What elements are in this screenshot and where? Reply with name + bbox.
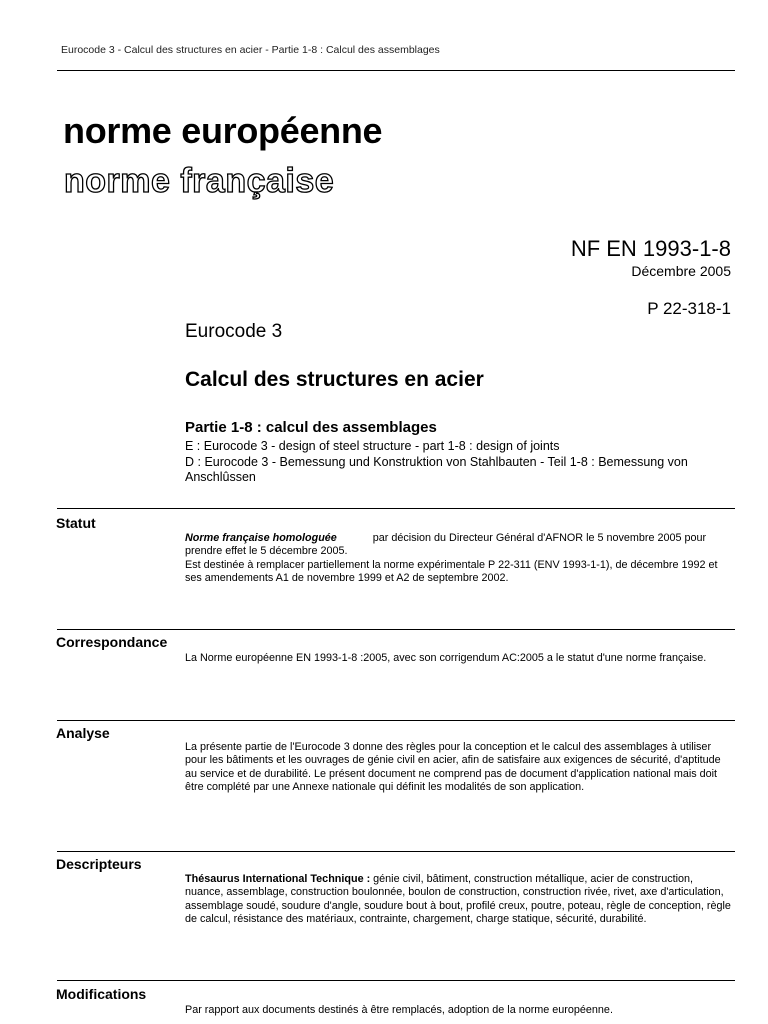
section-divider [57, 508, 735, 509]
title-norme-europeenne: norme européenne [63, 110, 383, 151]
homologation-label: Norme française homologuée [185, 532, 337, 544]
section-label-descripteurs: Descripteurs [56, 856, 142, 872]
header-rule [57, 70, 735, 71]
main-title: Calcul des structures en acier [185, 368, 484, 391]
descriptor-keywords: génie civil, bâtiment, construction métallique, acier de construction, nuance, assemblage, construction boulonnée, boulon de construction, construction rivée, rivet, axe d'articulation, assemblage soudé, soudure d'angle, soudure bout à bout, profilé creux, poutre, poteau, règle de conception, règle de calcul, résistance des matériaux, contrainte, chargement, charge statique, sécurité, durabilité. [185, 873, 731, 926]
publication-date: Décembre 2005 [631, 263, 731, 279]
translation-english: E : Eurocode 3 - design of steel structure - part 1-8 : design of joints [185, 439, 560, 453]
part-title: Partie 1-8 : calcul des assemblages [185, 419, 437, 436]
homologation-decision: par décision du Directeur Général d'AFNOR le 5 novembre 2005 pour prendre effet le 5 décembre 2005. [185, 532, 707, 558]
section-body-statut [185, 532, 733, 586]
title-norme-francaise: norme française [64, 162, 335, 200]
section-body-analyse: La présente partie de l'Eurocode 3 donne des règles pour la conception et le calcul des assemblages à utiliser pour les bâtiments et les ouvrages de génie civil en acier, afin de satisfaire aux exigences de sécurité, d'aptitude au service et de durabilité. Le présent document ne comprend pas de document d'application national mais doit être complété par une Annexe nationale qui définit les modalités de son application. [185, 741, 721, 794]
translation-german: D : Eurocode 3 - Bemessung und Konstruktion von Stahlbauten - Teil 1-8 : Bemessung von Anschlûssen [185, 455, 688, 484]
running-header: Eurocode 3 - Calcul des structures en acier - Partie 1-8 : Calcul des assemblages [61, 44, 440, 56]
section-body-correspondance: La Norme européenne EN 1993-1-8 :2005, avec son corrigendum AC:2005 a le statut d'une norme française. [185, 652, 707, 664]
section-label-analyse: Analyse [56, 725, 110, 741]
standard-reference: NF EN 1993-1-8 [570, 236, 731, 261]
section-label-statut: Statut [56, 515, 96, 531]
series-title: Eurocode 3 [185, 321, 283, 342]
section-label-correspondance: Correspondance [56, 634, 168, 650]
section-body-descripteurs [185, 873, 733, 927]
section-divider [57, 980, 735, 981]
section-divider [57, 629, 735, 630]
thesaurus-label: Thésaurus International Technique : [185, 873, 371, 885]
replacement-note: Est destinée à remplacer partiellement la norme expérimentale P 22-311 (ENV 1993-1-1), de décembre 1992 et ses amendements A1 de novembre 1999 et A2 de septembre 2002. [185, 558, 718, 585]
section-body-modifications: Par rapport aux documents destinés à être remplacés, adoption de la norme européenne. [185, 1004, 613, 1016]
classification-index: P 22-318-1 [647, 299, 731, 318]
section-label-modifications: Modifications [56, 986, 147, 1002]
section-divider [57, 720, 735, 721]
section-divider [57, 851, 735, 852]
